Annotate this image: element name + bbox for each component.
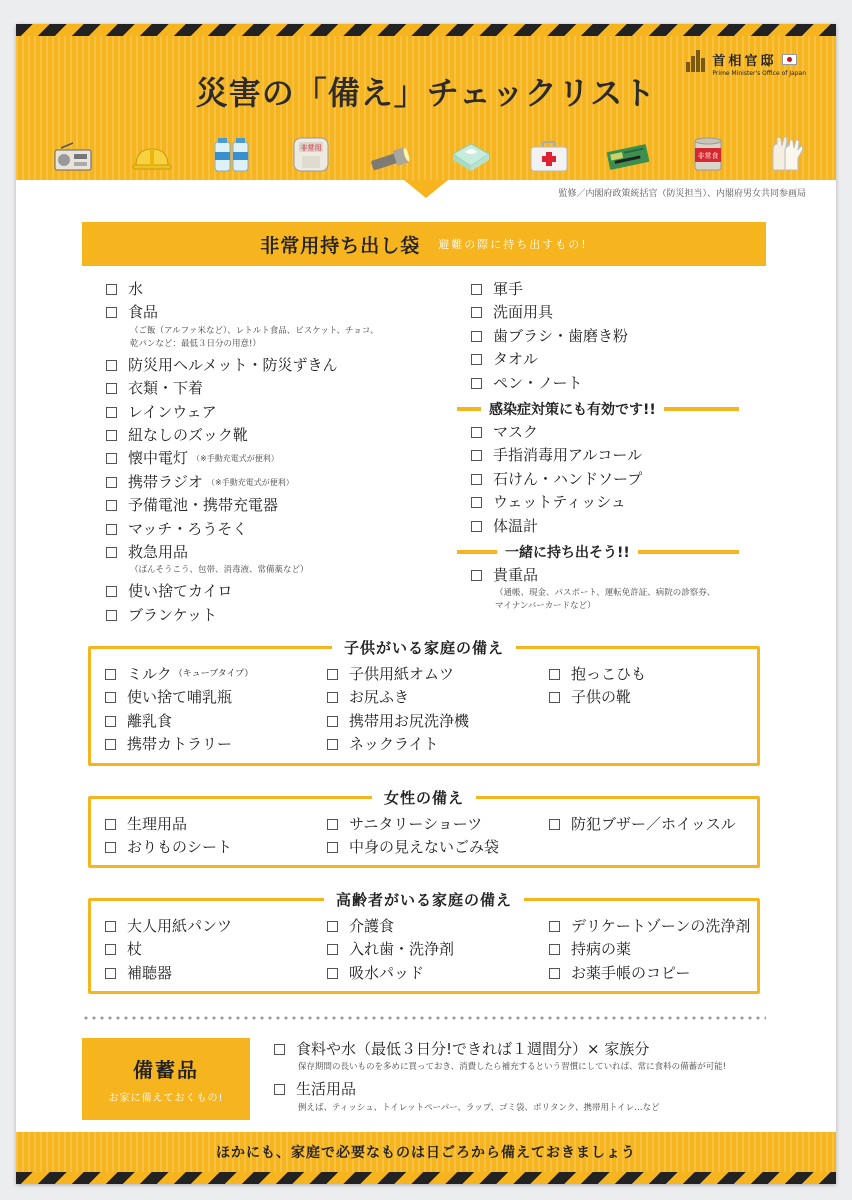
item-label: 水 — [128, 280, 144, 298]
item-label: ミルク — [127, 665, 172, 683]
checklist-item[interactable] — [471, 564, 739, 587]
item-label: 生理用品 — [127, 815, 188, 833]
item-label: 杖 — [127, 940, 143, 959]
checkbox[interactable] — [327, 669, 338, 680]
item-note: （ご飯（アルファ米など）、レトルト食品、ビスケット、チョコ、 — [130, 325, 379, 336]
women-section — [88, 789, 760, 868]
checkbox[interactable] — [327, 819, 338, 830]
checklist-item[interactable] — [106, 354, 378, 377]
item-label: 子供用紙オムツ — [349, 665, 455, 683]
item-label: 携帯ラジオ — [128, 472, 204, 491]
checkbox[interactable] — [105, 968, 116, 979]
checkbox[interactable] — [471, 307, 482, 318]
checkbox[interactable] — [549, 944, 560, 955]
checkbox[interactable] — [549, 819, 560, 830]
checklist-item[interactable] — [106, 424, 378, 447]
checkbox[interactable] — [471, 427, 482, 438]
item-note: マイナンバーカードなど） — [495, 601, 596, 612]
wet-tissue-icon — [447, 132, 493, 172]
checkbox[interactable] — [327, 944, 338, 955]
supply-icon-row — [50, 132, 810, 172]
item-label: 中身の見えないごみ袋 — [349, 838, 500, 857]
checkbox[interactable] — [471, 521, 482, 532]
item-label: お尻ふき — [349, 688, 410, 707]
item-label: 手指消毒用アルコール — [493, 446, 643, 465]
item-label: 離乳食 — [127, 711, 173, 730]
item-label: 大人用紙パンツ — [127, 917, 233, 935]
item-label: 石けん・ハンドソープ — [493, 469, 643, 488]
item-label: マッチ・ろうそく — [128, 519, 248, 538]
emergency-bag-icon — [288, 132, 334, 172]
checklist-item[interactable] — [549, 813, 749, 836]
item-label: 携帯カトラリー — [127, 735, 233, 754]
together-heading — [457, 540, 739, 564]
checklist-item[interactable] — [471, 491, 739, 514]
item-label: 介護食 — [349, 917, 395, 935]
bag-label: 非常用 — [300, 144, 322, 152]
first-aid-kit-icon — [526, 132, 572, 172]
checkbox[interactable] — [327, 842, 338, 853]
checklist-item[interactable] — [106, 518, 378, 541]
checkbox[interactable] — [105, 692, 116, 703]
checkbox[interactable] — [106, 407, 117, 418]
item-label: 食料や水（最低３日分!できれば１週間分）× 家族分 — [296, 1040, 650, 1058]
bankbook-icon — [605, 132, 651, 172]
checkbox[interactable] — [105, 842, 116, 853]
checkbox[interactable] — [549, 921, 560, 932]
checkbox[interactable] — [327, 716, 338, 727]
checklist-item[interactable] — [549, 663, 749, 686]
children-section — [88, 639, 760, 766]
checklist-item[interactable] — [105, 710, 327, 733]
page-title: 災害の「備え」チェックリスト — [195, 74, 657, 112]
checklist-item[interactable] — [105, 915, 327, 938]
checklist-item[interactable] — [105, 962, 327, 985]
header-banner — [16, 24, 836, 180]
checklist-item[interactable] — [106, 471, 378, 494]
checklist-item[interactable] — [471, 325, 739, 348]
item-label: 食品 — [128, 303, 159, 322]
canned-food-icon — [685, 132, 731, 172]
japan-flag-icon — [782, 54, 797, 65]
item-label: 使い捨て哺乳瓶 — [127, 688, 233, 707]
item-small-note: （キューブタイプ） — [173, 669, 254, 679]
checklist-item[interactable] — [105, 813, 327, 836]
item-label: 洗面用具 — [493, 303, 554, 322]
checklist-sheet — [16, 24, 836, 1184]
item-label: ウェットティッシュ — [493, 493, 626, 512]
item-label: 歯ブラシ・歯磨き粉 — [493, 326, 629, 345]
checklist-item[interactable] — [549, 938, 749, 961]
logo-en-text: Prime Minister's Office of Japan — [712, 70, 806, 77]
checkbox[interactable] — [327, 739, 338, 750]
item-label: 救急用品 — [128, 543, 189, 562]
checklist-item[interactable] — [327, 915, 549, 938]
gloves-icon — [764, 132, 810, 172]
hazard-stripe-top — [16, 24, 836, 36]
checkbox[interactable] — [274, 1084, 285, 1095]
checkbox[interactable] — [106, 360, 117, 371]
item-label: 軍手 — [493, 280, 524, 298]
checklist-item[interactable] — [471, 515, 739, 538]
checkbox[interactable] — [471, 497, 482, 508]
checkbox[interactable] — [549, 968, 560, 979]
checklist-item[interactable] — [471, 444, 739, 467]
item-note: 例えば、ティッシュ、トイレットペーパー、ラップ、ゴミ袋、ポリタンク、携帯用トイレ…など — [298, 1102, 660, 1113]
emergency-bag-left-column — [106, 278, 378, 627]
together-heading-text: 一緒に持ち出そう!! — [505, 545, 630, 562]
checklist-item[interactable] — [327, 813, 549, 836]
checkbox[interactable] — [106, 524, 117, 535]
radio-icon — [50, 132, 96, 172]
checklist-item[interactable] — [106, 278, 378, 301]
checklist-item[interactable] — [327, 710, 549, 733]
header-pointer — [404, 180, 448, 198]
item-label: ブランケット — [128, 605, 217, 624]
item-note: 乾パンなど：最低３日分の用意!） — [130, 338, 261, 349]
stockpile-title: 備蓄品 — [133, 1058, 199, 1082]
item-label: 持病の薬 — [571, 940, 632, 959]
checkbox[interactable] — [105, 921, 116, 932]
footer-banner — [16, 1132, 836, 1184]
elderly-section — [88, 891, 760, 994]
checklist-item[interactable] — [327, 733, 549, 756]
checkbox[interactable] — [549, 669, 560, 680]
checkbox[interactable] — [471, 354, 482, 365]
item-label: サニタリーショーツ — [349, 815, 483, 833]
item-label: 予備電池・携帯充電器 — [128, 496, 279, 515]
emergency-bag-subtitle: 避難の際に持ち出すもの! — [438, 238, 588, 251]
checkbox[interactable] — [471, 331, 482, 342]
checklist-item[interactable] — [327, 836, 549, 859]
checklist-item[interactable] — [471, 278, 739, 301]
hazard-stripe-bottom — [16, 1172, 836, 1184]
supervision-credit: 監修／内閣府政策統括官（防災担当）、内閣府男女共同参画局 — [558, 189, 806, 199]
emergency-bag-heading — [82, 222, 766, 266]
item-inline-note: （※手動充電式が便利） — [192, 454, 279, 464]
checkbox[interactable] — [106, 284, 117, 295]
item-note: （ばんそうこう、包帯、消毒液、常備薬など） — [130, 565, 309, 576]
checklist-item[interactable] — [549, 962, 749, 985]
infection-heading-text: 感染症対策にも有効です!! — [489, 402, 656, 419]
checklist-item[interactable] — [106, 447, 378, 470]
item-label: レインウェア — [128, 402, 217, 421]
item-label: 衣類・下着 — [128, 379, 204, 398]
checklist-item[interactable] — [106, 580, 378, 603]
item-label: おりものシート — [127, 838, 233, 857]
checkbox[interactable] — [106, 500, 117, 511]
children-section-title: 子供がいる家庭の備え — [332, 639, 516, 657]
infection-heading — [457, 397, 739, 421]
dotted-divider — [82, 1016, 766, 1020]
checkbox[interactable] — [106, 610, 117, 621]
checklist-item[interactable] — [105, 733, 327, 756]
elderly-section-title: 高齢者がいる家庭の備え — [324, 891, 524, 909]
checklist-item[interactable] — [274, 1078, 726, 1101]
checklist-item[interactable] — [105, 686, 327, 709]
checklist-item[interactable] — [105, 836, 327, 859]
checkbox[interactable] — [106, 453, 117, 464]
stockpile-subtitle: お家に備えておくもの! — [108, 1093, 224, 1104]
item-label: 生活用品 — [296, 1080, 357, 1099]
checklist-item[interactable] — [106, 301, 378, 324]
item-label: 紐なしのズック靴 — [128, 426, 248, 445]
checklist-item[interactable] — [327, 663, 549, 686]
checkbox[interactable] — [105, 669, 116, 680]
elderly-items — [105, 915, 749, 985]
checklist-item[interactable] — [471, 348, 739, 371]
item-label: 体温計 — [493, 516, 539, 535]
checkbox[interactable] — [471, 570, 482, 581]
checklist-item[interactable] — [105, 938, 327, 961]
checkbox[interactable] — [105, 739, 116, 750]
checkbox[interactable] — [106, 586, 117, 597]
checklist-item[interactable] — [106, 401, 378, 424]
checkbox[interactable] — [105, 944, 116, 955]
checkbox[interactable] — [274, 1044, 285, 1055]
checkbox[interactable] — [106, 383, 117, 394]
item-label: 貴重品 — [493, 566, 539, 585]
stockpile-items — [274, 1038, 726, 1119]
checklist-item[interactable] — [106, 604, 378, 627]
stockpile-label-box — [82, 1038, 250, 1120]
item-note: （通帳、現金、パスポート、運転免許証、病院の診察券、 — [495, 588, 716, 599]
checkbox[interactable] — [327, 968, 338, 979]
flashlight-icon — [367, 132, 413, 172]
can-label: 非常食 — [697, 152, 719, 160]
checkbox[interactable] — [327, 921, 338, 932]
checkbox[interactable] — [106, 477, 117, 488]
checklist-item[interactable] — [327, 686, 549, 709]
checkbox[interactable] — [105, 716, 116, 727]
item-label: ネックライト — [349, 735, 439, 754]
checklist-item[interactable] — [106, 494, 378, 517]
item-label: 吸水パッド — [349, 963, 425, 982]
item-label: ペン・ノート — [493, 373, 583, 392]
emergency-bag-title: 非常用持ち出し袋 — [260, 234, 421, 257]
checklist-item[interactable] — [471, 421, 739, 444]
empty-cell — [549, 710, 749, 733]
item-label: 子供の靴 — [571, 688, 632, 707]
item-label: デリケートゾーンの洗浄剤 — [571, 917, 751, 935]
women-items — [105, 813, 749, 860]
item-label: 携帯用お尻洗浄機 — [349, 711, 470, 730]
checklist-item[interactable] — [106, 377, 378, 400]
item-label: 入れ歯・洗浄剤 — [349, 940, 455, 959]
item-inline-note: （※手動充電式が便利） — [207, 477, 294, 487]
checkbox[interactable] — [549, 692, 560, 703]
checklist-item[interactable] — [549, 915, 749, 938]
checklist-item[interactable] — [106, 541, 378, 564]
checklist-item[interactable] — [327, 938, 549, 961]
item-label: 防犯ブザー／ホイッスル — [571, 815, 736, 833]
item-label: マスク — [493, 423, 539, 442]
item-label: タオル — [493, 350, 539, 369]
logo-jp-text: 首相官邸 — [712, 54, 777, 69]
item-label: 使い捨てカイロ — [128, 582, 233, 601]
checkbox[interactable] — [106, 430, 117, 441]
checklist-item[interactable] — [471, 301, 739, 324]
checkbox[interactable] — [471, 378, 482, 389]
item-label: 防災用ヘルメット・防災ずきん — [128, 355, 338, 374]
checkbox[interactable] — [105, 819, 116, 830]
checklist-item[interactable] — [549, 686, 749, 709]
checkbox[interactable] — [327, 692, 338, 703]
checkbox[interactable] — [471, 450, 482, 461]
helmet-icon — [129, 132, 175, 172]
checkbox[interactable] — [106, 547, 117, 558]
women-section-title: 女性の備え — [372, 789, 476, 807]
item-label: 補聴器 — [127, 963, 173, 982]
checklist-item[interactable] — [327, 962, 549, 985]
checkbox[interactable] — [106, 307, 117, 318]
checklist-item[interactable] — [471, 372, 739, 395]
footer-message: ほかにも、家庭で必要なものは日ごろから備えておきましょう — [216, 1145, 636, 1161]
emergency-bag-right-column — [471, 278, 739, 613]
water-bottles-icon — [209, 132, 255, 172]
item-label: お薬手帳のコピー — [571, 963, 691, 982]
checkbox[interactable] — [471, 474, 482, 485]
checklist-item[interactable] — [471, 468, 739, 491]
checklist-item[interactable] — [274, 1038, 726, 1061]
item-note: 保存期間の長いものを多めに買っておき、消費したら補充するという習慣にしていれば、常に食料の備蓄が可能! — [298, 1062, 727, 1073]
children-items — [105, 663, 749, 757]
item-label: 抱っこひも — [571, 665, 647, 683]
checkbox[interactable] — [471, 284, 482, 295]
checklist-item[interactable] — [105, 663, 327, 686]
item-label: 懐中電灯 — [128, 449, 189, 468]
